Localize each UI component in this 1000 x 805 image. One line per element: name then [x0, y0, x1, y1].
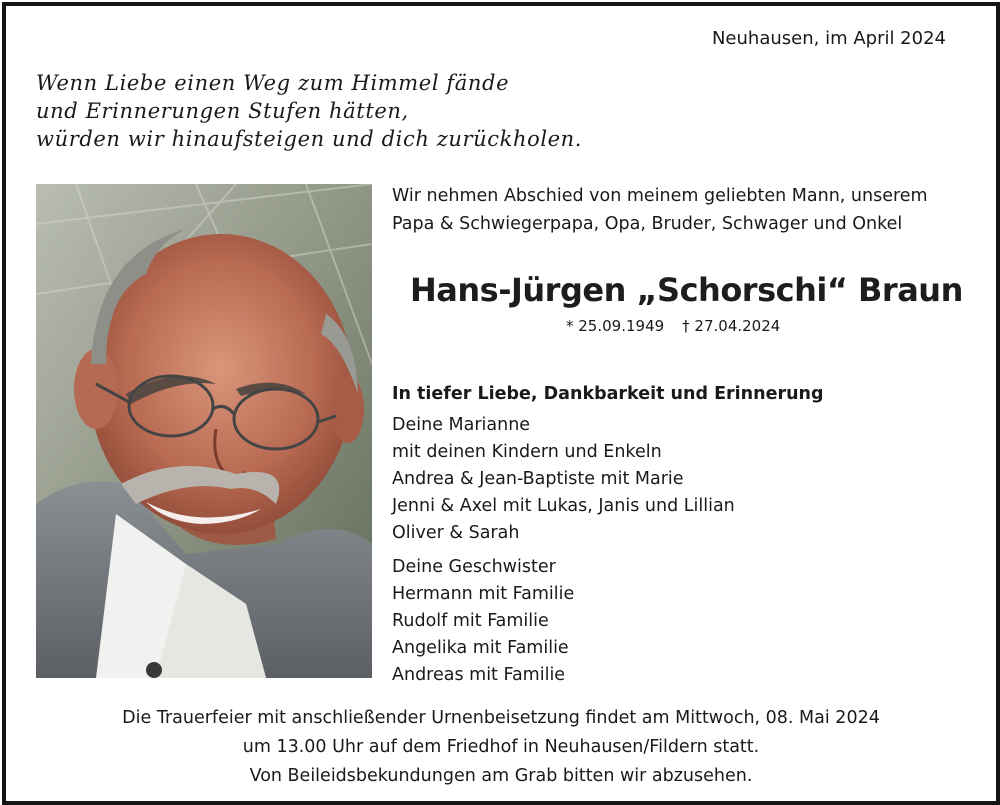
mourner-line: Angelika mit Familie	[392, 638, 569, 658]
mourner-line: Rudolf mit Familie	[392, 611, 549, 631]
obituary-frame	[2, 2, 1000, 805]
mourner-line: Jenni & Axel mit Lukas, Janis und Lillian	[392, 496, 735, 516]
intro-line: Papa & Schwiegerpapa, Opa, Bruder, Schwager und Onkel	[392, 214, 903, 234]
mourner-line: Deine Geschwister	[392, 557, 556, 577]
death-date: † 27.04.2024	[682, 317, 781, 335]
portrait-photo	[36, 184, 372, 678]
motto-line: und Erinnerungen Stufen hätten,	[36, 99, 409, 123]
life-dates	[566, 317, 798, 335]
mourner-line: Oliver & Sarah	[392, 523, 520, 543]
mourner-line: Hermann mit Familie	[392, 584, 575, 604]
deceased-name: Hans-Jürgen „Schorschi“ Braun	[410, 271, 963, 309]
portrait-illustration	[36, 184, 372, 678]
mourners-siblings	[392, 554, 574, 689]
mourners-family	[392, 412, 735, 547]
motto-line: Wenn Liebe einen Weg zum Himmel fände	[36, 71, 510, 95]
motto-poem	[36, 69, 582, 153]
place-date: Neuhausen, im April 2024	[711, 28, 946, 49]
mourner-line: Andrea & Jean-Baptiste mit Marie	[392, 469, 684, 489]
mourner-line: mit deinen Kindern und Enkeln	[392, 442, 662, 462]
funeral-line: Von Beileidsbekundungen am Grab bitten wir abzusehen.	[249, 766, 753, 786]
birth-date: * 25.09.1949	[566, 317, 665, 335]
funeral-line: Die Trauerfeier mit anschließender Urnenbeisetzung findet am Mittwoch, 08. Mai 2024	[122, 708, 880, 728]
funeral-line: um 13.00 Uhr auf dem Friedhof in Neuhausen/Fildern statt.	[242, 737, 760, 757]
funeral-notice	[6, 704, 996, 791]
intro-line: Wir nehmen Abschied von meinem geliebten Mann, unserem	[392, 186, 928, 206]
mourners-heading: In tiefer Liebe, Dankbarkeit und Erinnerung	[392, 384, 824, 404]
mourner-line: Deine Marianne	[392, 415, 531, 435]
intro-text	[392, 182, 928, 238]
mourner-line: Andreas mit Familie	[392, 665, 566, 685]
motto-line: würden wir hinaufsteigen und dich zurückholen.	[36, 127, 583, 151]
